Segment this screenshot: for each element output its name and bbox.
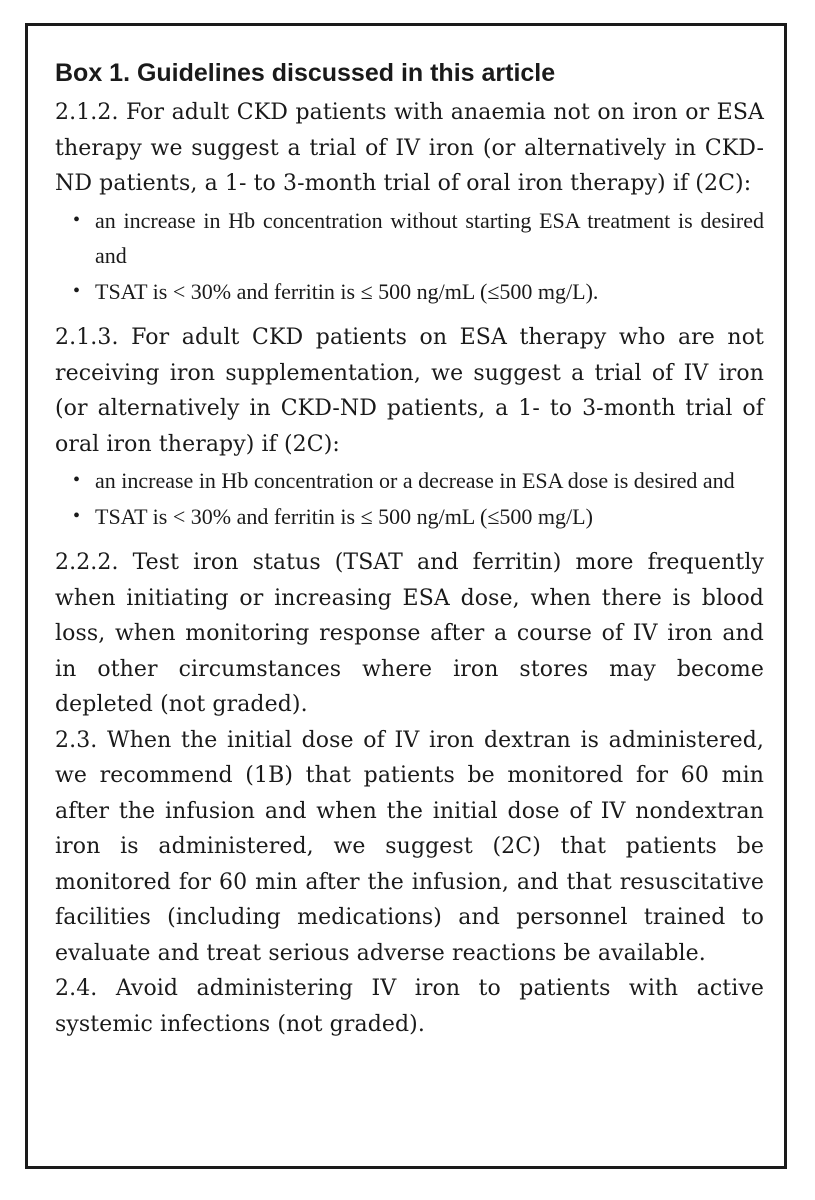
bullet-text: an increase in Hb concentration without starting ESA treatment is desired and xyxy=(95,207,764,268)
guideline-2-4: 2.4. Avoid administering IV iron to patients with active systemic infections (not graded). xyxy=(55,976,764,1037)
bullet-text: TSAT is < 30% and ferritin is ≤ 500 ng/mL (≤500 mg/L) xyxy=(95,503,593,529)
guideline-2-1-2: 2.1.2. For adult CKD patients with anaemia not on iron or ESA therapy we suggest a trial of IV iron (or alternatively in CKD-ND patients, a 1- to 3-month trial of oral iron therapy) if (2C): xyxy=(55,100,764,196)
bullet-text: TSAT is < 30% and ferritin is ≤ 500 ng/mL (≤500 mg/L). xyxy=(95,278,599,304)
guideline-2-1-3: 2.1.3. For adult CKD patients on ESA therapy who are not receiving iron supplementation, we suggest a trial of IV iron (or alternatively in CKD-ND patients, a 1- to 3-month trial of oral iron therapy) if (2C): xyxy=(55,325,764,457)
bullet-icon: • xyxy=(73,208,81,231)
guideline-2-1-3-bullets xyxy=(55,463,764,534)
bullet-icon: • xyxy=(73,469,81,491)
bullet-item xyxy=(73,499,764,535)
bullet-text: an increase in Hb concentration or a decrease in ESA dose is desired and xyxy=(95,468,735,493)
guideline-2-2-2: 2.2.2. Test iron status (TSAT and ferritin) more frequently when initiating or increasing ESA dose, when there is blood loss, when monitoring response after a course of IV iron and in other circumstances where iron stores may become depleted (not graded). xyxy=(55,550,764,717)
bullet-item xyxy=(73,463,764,499)
box-title: Box 1. Guidelines discussed in this article xyxy=(55,59,556,87)
bullet-icon: • xyxy=(73,504,81,527)
guideline-2-1-2-bullets xyxy=(55,203,764,310)
bullet-item xyxy=(73,203,764,274)
bullet-icon: • xyxy=(73,279,81,302)
guidelines-box xyxy=(25,23,787,1169)
bullet-item xyxy=(73,274,764,310)
guideline-2-3: 2.3. When the initial dose of IV iron dextran is administered, we recommend (1B) that patients be monitored for 60 min after the infusion and when the initial dose of IV nondextran iron is administered, we suggest (2C) that patients be monitored for 60 min after the infusion, and that resuscitative facilities (including medications) and personnel trained to evaluate and treat serious adverse reactions be available. xyxy=(55,727,764,966)
